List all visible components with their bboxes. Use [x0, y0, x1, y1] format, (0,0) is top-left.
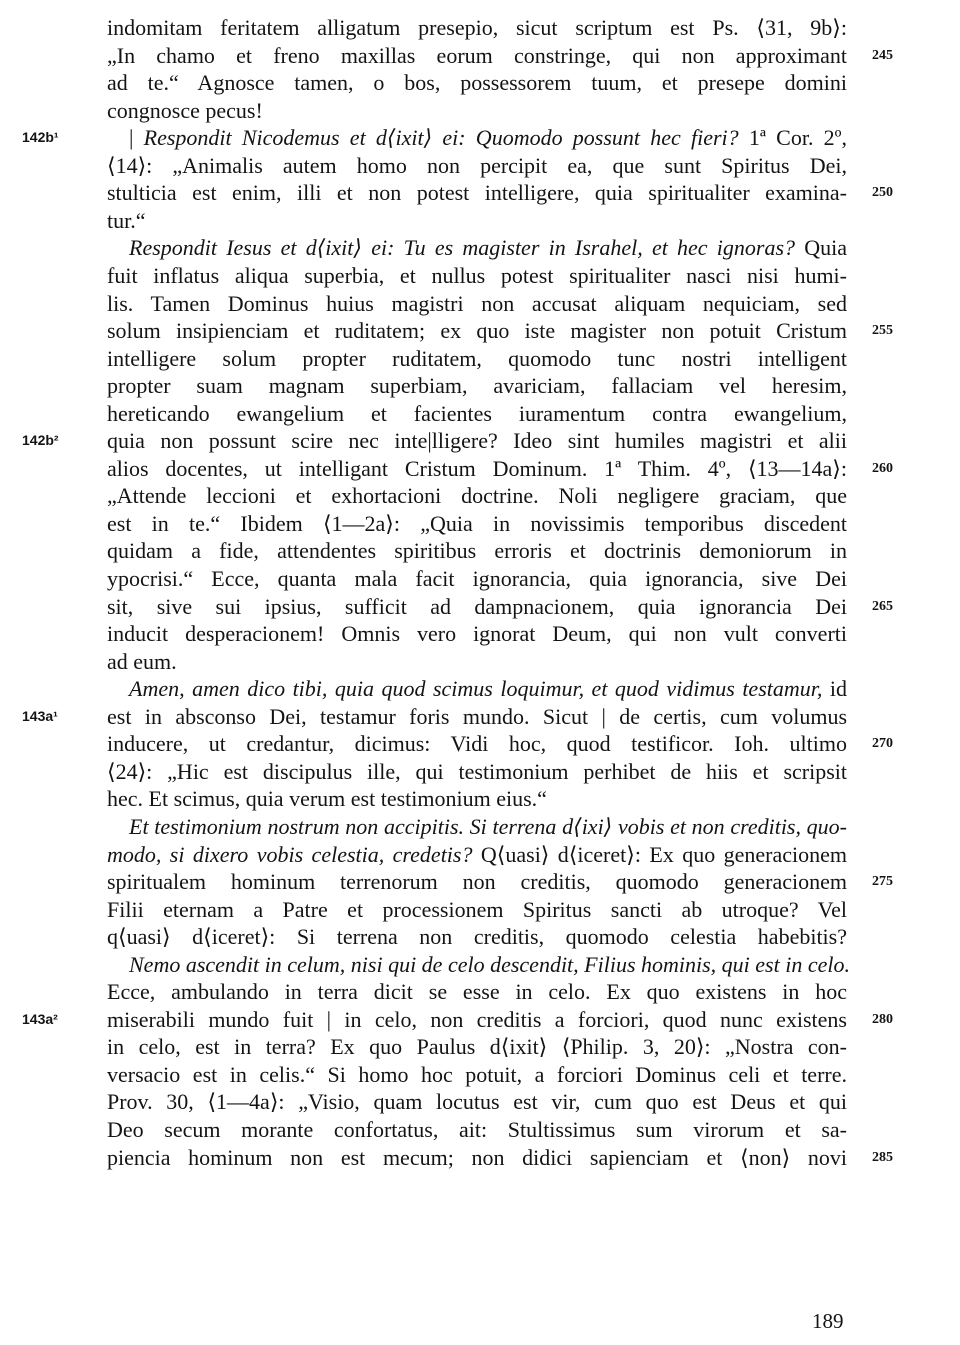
folio-reference: 142b¹ [22, 129, 59, 146]
text-line [107, 455, 847, 482]
text-span: miserabili mundo fuit | in celo, non creditis a forciori, quod nunc existens [107, 1006, 847, 1032]
text-span: est in te.“ Ibidem ⟨1—2a⟩: „Quia in novissimis temporibus discedent [107, 510, 847, 536]
line-number: 260 [872, 460, 893, 476]
text-span: | [129, 125, 144, 151]
text-line [107, 345, 847, 372]
text-line [107, 978, 847, 1005]
line-number: 250 [872, 185, 893, 201]
italic-text: modo, si dixero vobis celestia, credetis? [107, 841, 473, 867]
text-span: inducit desperacionem! Omnis vero ignorat Deum, qui non vult converti [107, 621, 847, 647]
text-line [107, 868, 847, 895]
text-line [107, 152, 847, 179]
text-span: Ecce, ambulando in terra dicit se esse in celo. Ex quo existens in hoc [107, 979, 847, 1005]
text-span: Q⟨uasi⟩ d⟨iceret⟩: Ex quo generacionem [472, 841, 847, 867]
text-line [129, 124, 847, 151]
line-number: 265 [872, 598, 893, 614]
italic-text: Nemo ascendit in celum, nisi qui de celo descendit, Filius hominis, qui est in celo. [129, 951, 850, 977]
text-line [107, 400, 847, 427]
text-span: Quia [795, 235, 848, 261]
text-line [129, 813, 847, 840]
text-line [107, 290, 847, 317]
text-line [107, 1061, 847, 1088]
text-line [107, 1088, 847, 1115]
text-line [107, 69, 847, 96]
text-line [107, 42, 847, 69]
text-span: inducere, ut credantur, dicimus: Vidi hoc, quod testificor. Ioh. ultimo [107, 731, 847, 757]
text-line [107, 648, 847, 675]
text-line [107, 923, 847, 950]
italic-text: Et testimonium nostrum non accipitis. Si terrena d⟨ixi⟩ vobis et non creditis, quo- [129, 813, 847, 839]
text-line [107, 482, 847, 509]
text-span: quidam a fide, attendentes spiritibus erroris et doctrinis demoniorum in [107, 538, 847, 564]
text-span: alios docentes, ut intelligant Cristum Dominum. 1ª Thim. 4º, ⟨13—14a⟩: [107, 455, 847, 481]
text-span: stulticia est enim, illi et non potest intelligere, quia spiritualiter examina- [107, 180, 847, 206]
text-line [107, 262, 847, 289]
italic-text: Respondit Iesus et d⟨ixit⟩ ei: Tu es magister in Israhel, et hec ignoras? [129, 235, 796, 261]
text-span: fuit inflatus aliqua superbia, et nullus potest spiritualiter nasci nisi humi- [107, 262, 847, 288]
text-span: spiritualem hominum terrenorum non creditis, quomodo generacionem [107, 869, 847, 895]
text-span: solum insipienciam et ruditatem; ex quo iste magister non potuit Cristum [107, 318, 847, 344]
text-span: lis. Tamen Dominus huius magistri non accusat aliquam nequiciam, sed [107, 290, 847, 316]
text-line [107, 1006, 847, 1033]
text-span: sit, sive sui ipsius, sufficit ad dampnacionem, quia ignorancia Dei [107, 593, 847, 619]
line-number: 280 [872, 1011, 893, 1027]
text-line [107, 317, 847, 344]
text-line [107, 427, 847, 454]
text-span: 1ª Cor. 2º, [738, 125, 847, 151]
text-span: propter suam magnam superbiam, avariciam, fallaciam vel heresim, [107, 373, 847, 399]
text-line [107, 1033, 847, 1060]
text-line [107, 14, 847, 41]
folio-reference: 142b² [22, 432, 59, 449]
folio-reference: 143a² [22, 1010, 58, 1027]
text-span: indomitam feritatem alligatum presepio, sicut scriptum est Ps. ⟨31, 9b⟩: [107, 15, 847, 40]
text-span: ⟨24⟩: „Hic est discipulus ille, qui testimonium perhibet de hiis et scripsit [107, 758, 847, 784]
text-line [107, 1116, 847, 1143]
text-span: hereticando ewangelium et facientes iuramentum contra ewangelium, [107, 400, 847, 426]
text-span: versacio est in celis.“ Si homo hoc potuit, a forciori Dominus celi et terre. [107, 1061, 847, 1087]
text-span: ad te.“ Agnosce tamen, o bos, possessorem tuum, et presepe domini [107, 70, 847, 96]
text-line [107, 896, 847, 923]
text-line [107, 703, 847, 730]
text-span: intelligere solum propter ruditatem, quomodo tunc nostri intelligent [107, 345, 847, 371]
line-number: 285 [872, 1149, 893, 1165]
text-span: congnosce pecus! [107, 97, 263, 123]
text-line [107, 785, 847, 812]
text-line [107, 207, 847, 234]
text-line [129, 675, 847, 702]
text-span: Prov. 30, ⟨1—4a⟩: „Visio, quam locutus est vir, cum quo est Deus et qui [107, 1089, 847, 1115]
text-line [107, 593, 847, 620]
text-span: quia non possunt scire nec inte|lligere? Ideo sint humiles magistri et alii [107, 428, 847, 454]
line-number: 270 [872, 736, 893, 752]
text-line [107, 372, 847, 399]
text-span: „Attende leccioni et exhortacioni doctrine. Noli negligere graciam, que [107, 483, 847, 509]
line-number: 255 [872, 323, 893, 339]
text-span: q⟨uasi⟩ d⟨iceret⟩: Si terrena non creditis, quomodo celestia habebitis? [107, 924, 847, 950]
text-span: ypocrisi.“ Ecce, quanta mala facit ignorancia, quia ignorancia, sive Dei [107, 566, 847, 591]
text-line [107, 841, 847, 868]
text-line [107, 620, 847, 647]
text-line [107, 97, 847, 124]
italic-text: Respondit Nicodemus et d⟨ixit⟩ ei: Quomodo possunt hec fieri? [143, 125, 739, 151]
text-span: Deo secum morante confortatus, ait: Stultissimus sum virorum et sa- [107, 1117, 847, 1142]
text-span: id [822, 676, 847, 702]
text-span: in celo, est in terra? Ex quo Paulus d⟨ixit⟩ ⟨Philip. 3, 20⟩: „Nostra con- [107, 1034, 847, 1060]
italic-text: Amen, amen dico tibi, quia quod scimus loquimur, et quod vidimus testamur, [129, 676, 823, 702]
text-span: ⟨14⟩: „Animalis autem homo non percipit ea, que sunt Spiritus Dei, [107, 152, 847, 178]
text-line [107, 179, 847, 206]
text-line [107, 537, 847, 564]
text-line [107, 730, 847, 757]
text-span: hec. Et scimus, quia verum est testimonium eius.“ [107, 786, 547, 812]
text-span: Filii eternam a Patre et processionem Spiritus sancti ab utroque? Vel [107, 896, 847, 922]
text-span: piencia hominum non est mecum; non didici sapienciam et ⟨non⟩ novi [107, 1144, 847, 1170]
text-line [129, 234, 847, 261]
page-number: 189 [812, 1309, 844, 1333]
text-span: ad eum. [107, 648, 177, 674]
line-number: 245 [872, 47, 893, 63]
text-line [107, 1144, 847, 1171]
text-span: tur.“ [107, 207, 146, 233]
folio-reference: 143a¹ [22, 707, 58, 724]
text-line [107, 758, 847, 785]
text-line [107, 510, 847, 537]
text-line [107, 565, 847, 592]
line-number: 275 [872, 874, 893, 890]
text-span: „In chamo et freno maxillas eorum constringe, qui non approximant [107, 42, 847, 68]
text-line [129, 951, 850, 978]
text-span: est in absconso Dei, testamur foris mundo. Sicut | de certis, cum volumus [107, 703, 847, 729]
